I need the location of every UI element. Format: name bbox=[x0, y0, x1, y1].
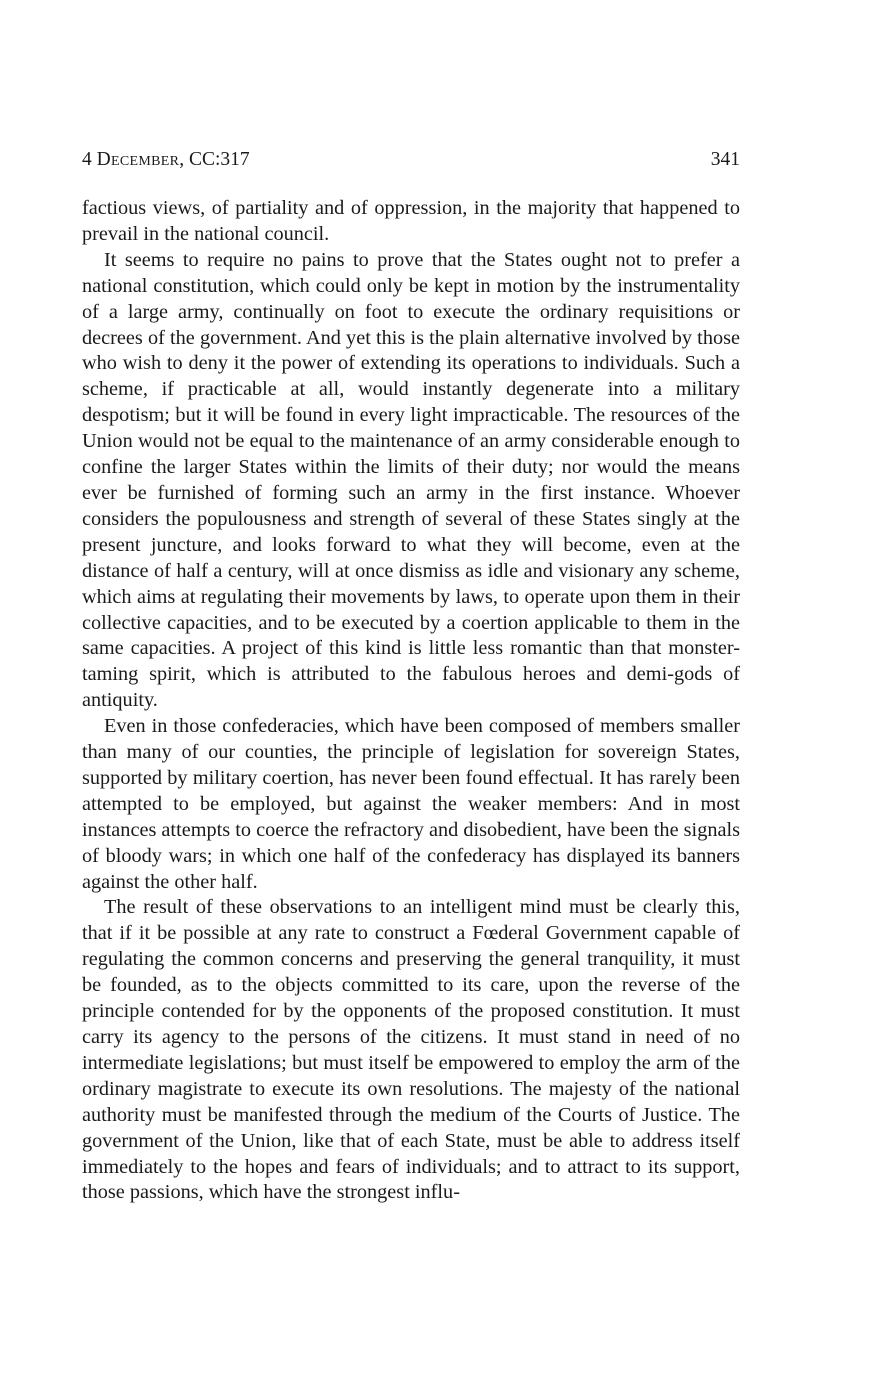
running-head-left bbox=[82, 146, 250, 174]
running-head-day: 4 bbox=[82, 149, 92, 170]
document-page bbox=[82, 146, 740, 1206]
running-head bbox=[82, 146, 740, 174]
paragraph: It seems to require no pains to prove that the States ought not to prefer a national constitution, which could only be kept in motion by the instrumentality of a large army, continually on foot to execute the ordinary requisitions or decrees of the government. And yet this is the plain alternative involved by those who wish to deny it the power of extending its operations to individuals. Such a scheme, if practicable at all, would instantly degenerate into a military despotism; but it will be found in every light impracticable. The resources of the Union would not be equal to the maintenance of an army considerable enough to confine the larger States within the limits of their duty; nor would the means ever be furnished of forming such an army in the first instance. Whoever considers the populousness and strength of several of these States singly at the present juncture, and looks forward to what they will become, even at the distance of half a century, will at once dismiss as idle and visionary any scheme, which aims at regulating their movements by laws, to operate upon them in their collective capacities, and to be executed by a coertion applicable to them in the same capacities. A project of this kind is little less romantic than that monster-taming spirit, which is attributed to the fabulous heroes and demi-gods of antiquity. bbox=[82, 248, 740, 712]
running-head-month: December bbox=[96, 149, 180, 170]
page-number: 341 bbox=[710, 149, 740, 170]
paragraph-continuation: factious views, of partiality and of oppression, in the majority that happened to prevail in the national council. bbox=[82, 197, 740, 245]
paragraph: Even in those confederacies, which have been composed of members smaller than many of our counties, the principle of legislation for sovereign States, supported by military coertion, has never been found effectual. It has rarely been attempted to be employed, but against the weaker members: And in most instances attempts to coerce the refractory and disobedient, have been the signals of bloody wars; in which one half of the confederacy has displayed its banners against the other half. bbox=[82, 715, 740, 893]
body-text bbox=[82, 196, 740, 1206]
running-head-reference: , CC:317 bbox=[179, 149, 250, 170]
paragraph: The result of these observations to an intelligent mind must be clearly this, that if it be possible at any rate to construct a Fœderal Government capable of regulating the common concerns and preserving the general tranquility, it must be founded, as to the objects committed to its care, upon the reverse of the principle contended for by the opponents of the proposed constitution. It must carry its agency to the persons of the citizens. It must stand in need of no intermediate legislations; but must itself be empowered to employ the arm of the ordinary magistrate to execute its own resolutions. The majesty of the national authority must be manifested through the medium of the Courts of Justice. The government of the Union, like that of each State, must be able to address itself immediately to the hopes and fears of individuals; and to attract to its support, those passions, which have the strongest influ- bbox=[82, 896, 740, 1204]
